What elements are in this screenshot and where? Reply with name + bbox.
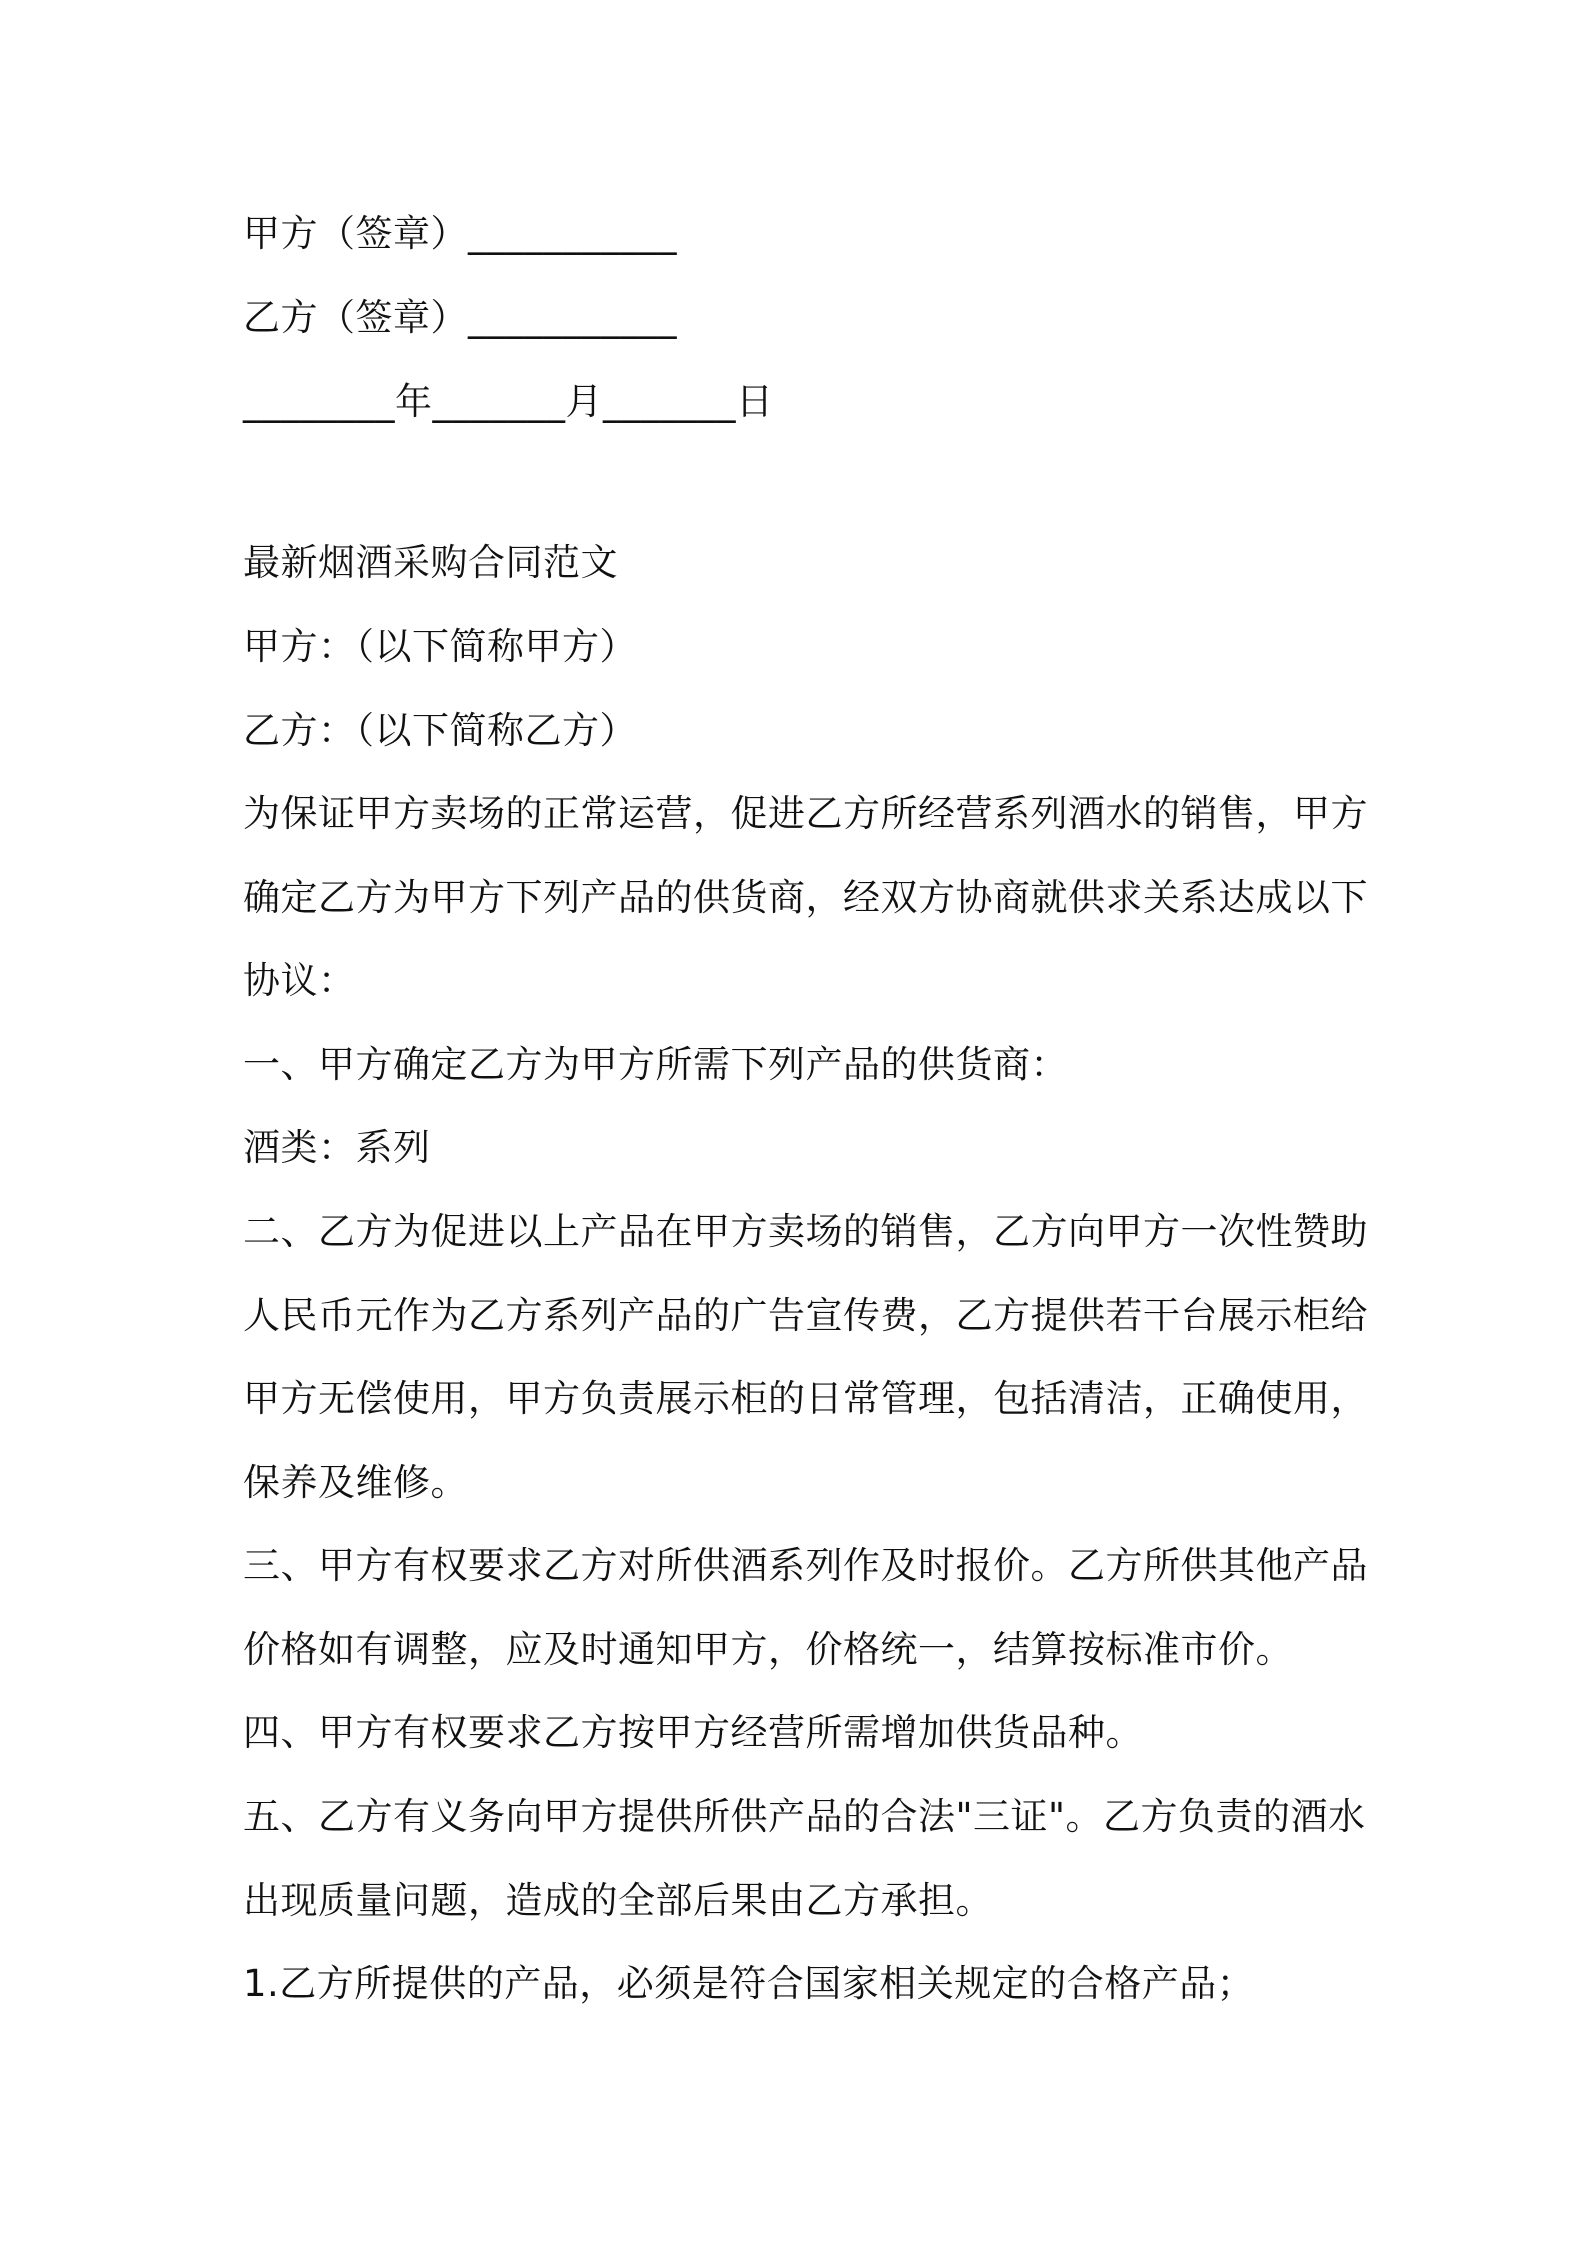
clause-two: 二、乙方为促进以上产品在甲方卖场的销售，乙方向甲方一次性赞助 (243, 1210, 1368, 1253)
contract-title: 最新烟酒采购合同范文 (243, 541, 618, 584)
body-line: 价格如有调整，应及时通知甲方，价格统一，结算按标准市价。 (243, 1628, 1293, 1671)
party-b-line: 乙方：（以下简称乙方） (243, 709, 637, 752)
body-line: 保养及维修。 (243, 1461, 468, 1504)
body-line: 甲方无偿使用，甲方负责展示柜的日常管理，包括清洁，正确使用， (243, 1377, 1368, 1420)
clause-three: 三、甲方有权要求乙方对所供酒系列作及时报价。乙方所供其他产品 (243, 1544, 1368, 1587)
party-a-line: 甲方：（以下简称甲方） (243, 625, 637, 668)
sub-clause-1: 1.乙方所提供的产品，必须是符合国家相关规定的合格产品； (243, 1962, 1255, 2005)
body-line: 人民币元作为乙方系列产品的广告宣传费，乙方提供若干台展示柜给 (243, 1294, 1368, 1337)
clause-five: 五、乙方有义务向甲方提供所供产品的合法"三证"。乙方负责的酒水 (243, 1795, 1366, 1838)
signature-date: ________年_______月_______日 (243, 380, 774, 423)
clause-four: 四、甲方有权要求乙方按甲方经营所需增加供货品种。 (243, 1711, 1143, 1754)
signature-party-b: 乙方（签章）___________ (243, 296, 677, 339)
body-line: 确定乙方为甲方下列产品的供货商，经双方协商就供求关系达成以下 (243, 876, 1368, 919)
body-line: 出现质量问题，造成的全部后果由乙方承担。 (243, 1879, 993, 1922)
signature-party-a: 甲方（签章）___________ (243, 212, 677, 255)
body-line: 为保证甲方卖场的正常运营，促进乙方所经营系列酒水的销售，甲方 (243, 792, 1368, 835)
clause-one: 一、甲方确定乙方为甲方所需下列产品的供货商： (243, 1043, 1068, 1086)
body-line: 协议： (243, 959, 356, 1002)
body-line: 酒类：系列 (243, 1126, 431, 1169)
